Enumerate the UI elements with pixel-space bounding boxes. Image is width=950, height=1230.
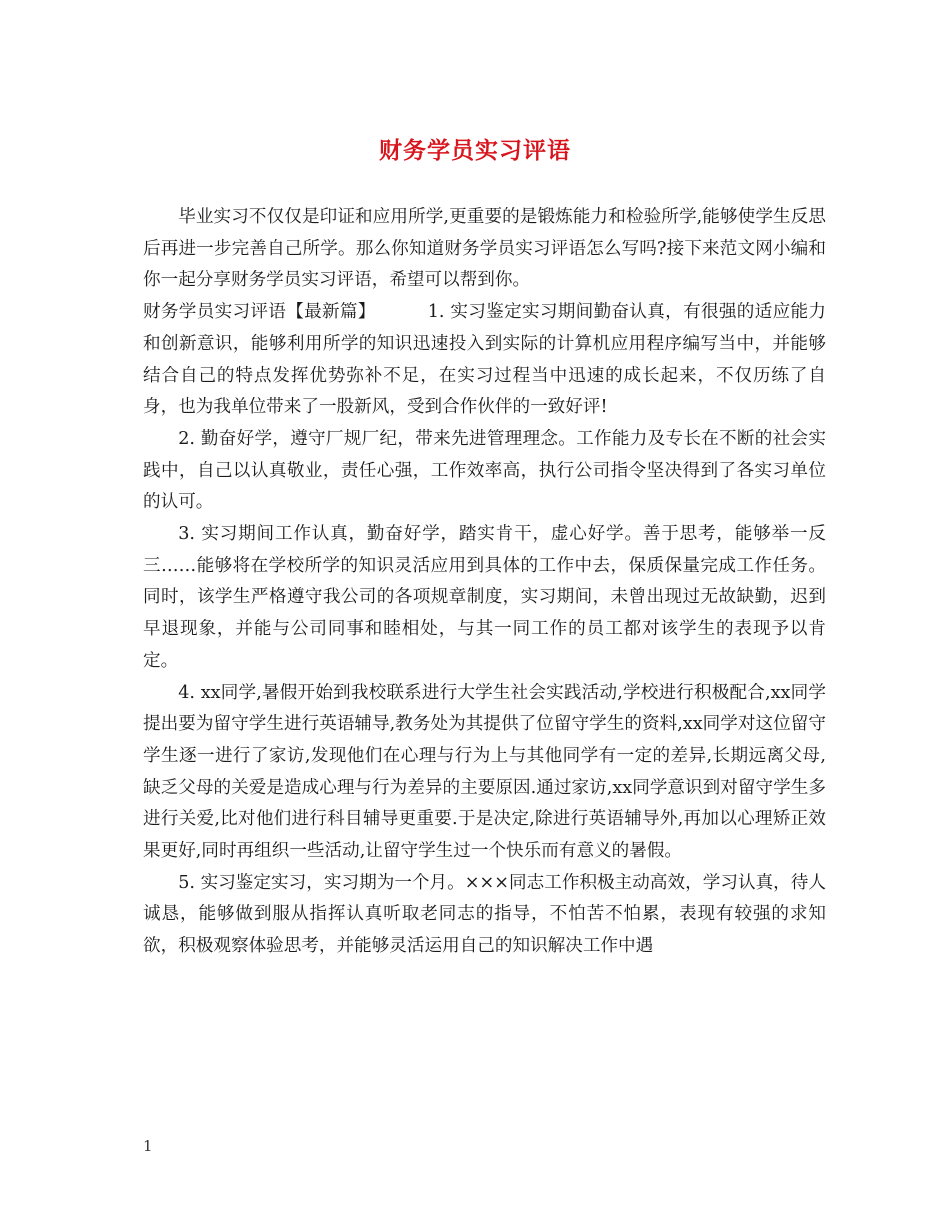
- page-number: 1: [143, 1137, 153, 1155]
- document-body: [143, 202, 826, 963]
- item-1: 1. 实习鉴定实习期间勤奋认真，有很强的适应能力和创新意识，能够利用所学的知识迅速投入到实际的计算机应用程序编写当中，并能够结合自己的特点发挥优势弥补不足，在实习过程当中迅速的成长起来，不仅历练了自身，也为我单位带来了一股新风，受到合作伙伴的一致好评!: [143, 302, 826, 418]
- section-heading: 财务学员实习评语【最新篇】: [143, 302, 376, 323]
- document-title: 财务学员实习评语: [379, 137, 571, 164]
- intro-paragraph: 毕业实习不仅仅是印证和应用所学,更重要的是锻炼能力和检验所学,能够使学生反思后再进一步完善自己所学。那么你知道财务学员实习评语怎么写吗?接下来范文网小编和你一起分享财务学员实习评语，希望可以帮到你。: [143, 207, 826, 291]
- section-paragraph: [143, 297, 826, 424]
- item-4: 4. xx同学,暑假开始到我校联系进行大学生社会实践活动,学校进行积极配合,xx同学提出要为留守学生进行英语辅导,教务处为其提供了位留守学生的资料,xx同学对这位留守学生逐一进行了家访,发现他们在心理与行为上与其他同学有一定的差异,长期远离父母,缺乏父母的关爱是造成心理与行为差异的主要原因.通过家访,xx同学意识到对留守学生多进行关爱,比对他们进行科目辅导更重要.于是决定,除进行英语辅导外,再加以心理矫正效果更好,同时再组织一些活动,让留守学生过一个快乐而有意义的暑假。: [143, 682, 826, 862]
- item-2: 2. 勤奋好学，遵守厂规厂纪，带来先进管理理念。工作能力及专长在不断的社会实践中，自己以认真敬业，责任心强，工作效率高，执行公司指令坚决得到了各实习单位的认可。: [143, 428, 826, 513]
- item-3: 3. 实习期间工作认真，勤奋好学，踏实肯干，虚心好学。善于思考，能够举一反三……能够将在学校所学的知识灵活应用到具体的工作中去，保质保量完成工作任务。同时，该学生严格遵守我公司的各项规章制度，实习期间，未曾出现过无故缺勤，迟到早退现象，并能与公司同事和睦相处，与其一同工作的员工都对该学生的表现予以肯定。: [143, 524, 826, 671]
- item-5: 5. 实习鉴定实习，实习期为一个月。×××同志工作积极主动高效，学习认真，待人诚恳，能够做到服从指挥认真听取老同志的指导，不怕苦不怕累，表现有较强的求知欲，积极观察体验思考，并能够灵活运用自己的知识解决工作中遇: [143, 872, 826, 957]
